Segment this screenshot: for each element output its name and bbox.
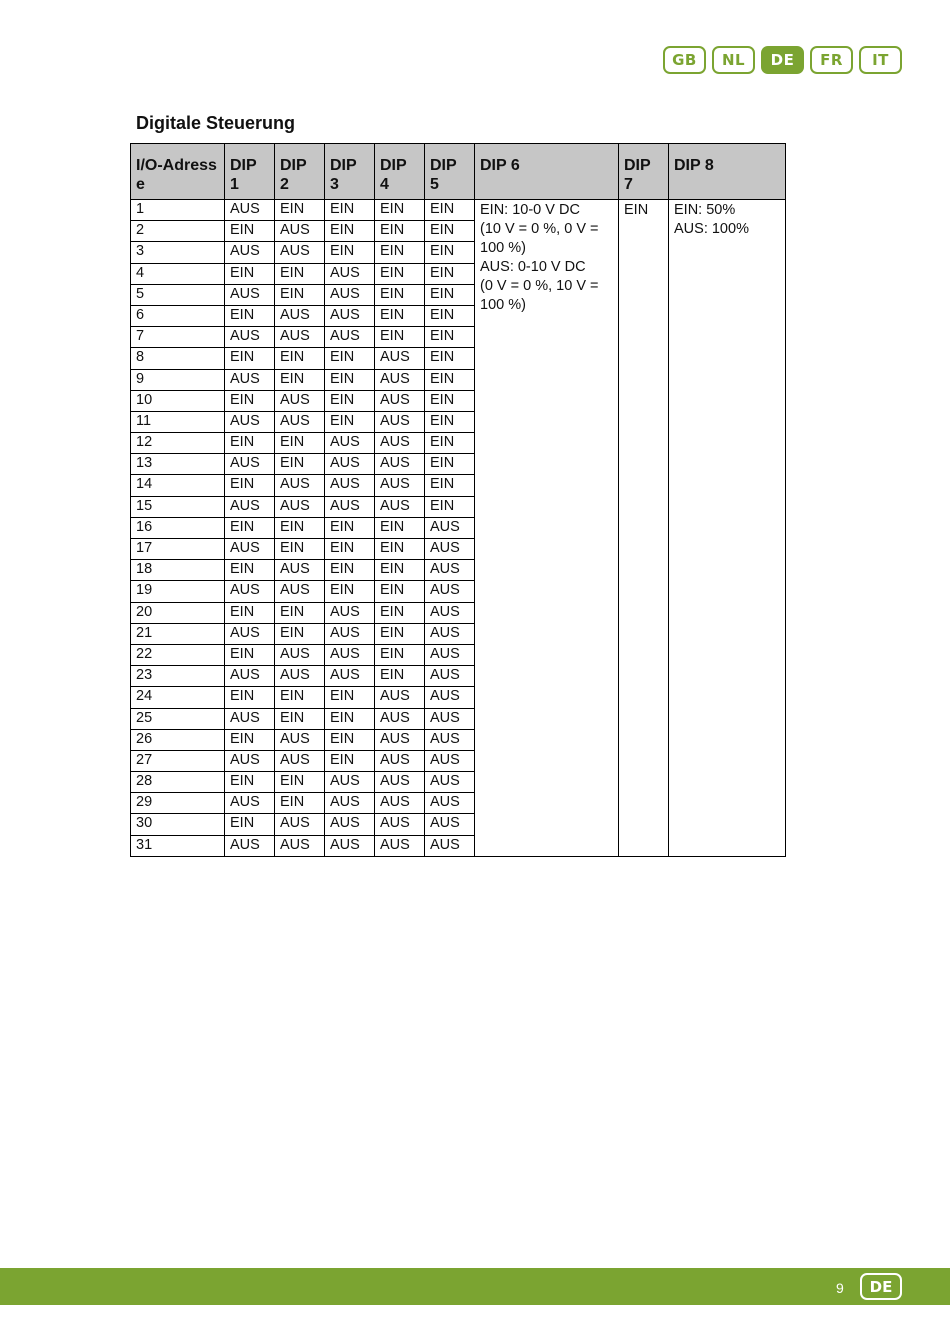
cell-io-address: 11 <box>131 411 225 432</box>
cell-dip5: EIN <box>425 454 475 475</box>
cell-dip4: AUS <box>375 729 425 750</box>
cell-io-address: 15 <box>131 496 225 517</box>
cell-io-address: 16 <box>131 517 225 538</box>
cell-dip2: AUS <box>275 221 325 242</box>
cell-dip3: AUS <box>325 602 375 623</box>
cell-dip1: AUS <box>225 496 275 517</box>
dip8-note-line: EIN: 50% <box>674 202 736 218</box>
cell-dip3: AUS <box>325 644 375 665</box>
dip6-note-line: 100 %) <box>480 240 526 256</box>
cell-dip2: EIN <box>275 602 325 623</box>
cell-dip3: AUS <box>325 793 375 814</box>
cell-dip1: AUS <box>225 623 275 644</box>
cell-dip4: AUS <box>375 835 425 856</box>
cell-dip3: EIN <box>325 221 375 242</box>
cell-dip4: EIN <box>375 200 425 221</box>
cell-dip1: EIN <box>225 263 275 284</box>
cell-io-address: 3 <box>131 242 225 263</box>
cell-dip3: EIN <box>325 581 375 602</box>
cell-dip1: EIN <box>225 602 275 623</box>
cell-dip4: EIN <box>375 263 425 284</box>
cell-dip4: AUS <box>375 348 425 369</box>
cell-dip5: AUS <box>425 708 475 729</box>
cell-io-address: 18 <box>131 560 225 581</box>
cell-dip4: EIN <box>375 581 425 602</box>
cell-dip4: AUS <box>375 433 425 454</box>
cell-dip4: EIN <box>375 327 425 348</box>
cell-dip5: AUS <box>425 687 475 708</box>
cell-dip1: AUS <box>225 793 275 814</box>
cell-dip4: AUS <box>375 793 425 814</box>
lang-tab-fr[interactable]: FR <box>810 46 853 74</box>
cell-dip2: EIN <box>275 793 325 814</box>
cell-dip1: AUS <box>225 369 275 390</box>
cell-dip1: AUS <box>225 666 275 687</box>
cell-dip5: EIN <box>425 284 475 305</box>
table-header-row <box>131 144 786 200</box>
cell-dip5: AUS <box>425 814 475 835</box>
cell-dip5: AUS <box>425 602 475 623</box>
cell-dip1: AUS <box>225 454 275 475</box>
cell-dip2: EIN <box>275 454 325 475</box>
cell-dip2: AUS <box>275 411 325 432</box>
cell-dip2: AUS <box>275 644 325 665</box>
cell-dip3: AUS <box>325 814 375 835</box>
cell-dip2: AUS <box>275 242 325 263</box>
cell-dip4: AUS <box>375 390 425 411</box>
cell-dip3: AUS <box>325 284 375 305</box>
cell-dip3: AUS <box>325 475 375 496</box>
lang-tab-gb[interactable]: GB <box>663 46 706 74</box>
cell-io-address: 7 <box>131 327 225 348</box>
cell-dip2: AUS <box>275 729 325 750</box>
cell-dip2: AUS <box>275 560 325 581</box>
language-selector <box>663 46 902 74</box>
header-dip7: DIP 7 <box>619 144 669 200</box>
cell-dip3: AUS <box>325 835 375 856</box>
header-dip1: DIP 1 <box>225 144 275 200</box>
cell-dip3: AUS <box>325 772 375 793</box>
table-row <box>131 200 786 221</box>
table-body <box>131 200 786 857</box>
cell-dip3: EIN <box>325 517 375 538</box>
cell-dip4: EIN <box>375 305 425 326</box>
header-dip8: DIP 8 <box>669 144 786 200</box>
cell-dip4: EIN <box>375 560 425 581</box>
cell-dip2: EIN <box>275 687 325 708</box>
dip6-note-line: EIN: 10-0 V DC <box>480 202 580 218</box>
cell-dip2: EIN <box>275 200 325 221</box>
dip6-note-line: (0 V = 0 %, 10 V = <box>480 278 599 294</box>
cell-dip4: AUS <box>375 411 425 432</box>
dip-switch-table <box>130 143 786 857</box>
cell-dip1: AUS <box>225 539 275 560</box>
cell-io-address: 1 <box>131 200 225 221</box>
cell-dip2: AUS <box>275 390 325 411</box>
cell-dip2: EIN <box>275 623 325 644</box>
cell-dip3: AUS <box>325 666 375 687</box>
cell-dip5: AUS <box>425 793 475 814</box>
cell-dip5: AUS <box>425 835 475 856</box>
cell-dip4: AUS <box>375 369 425 390</box>
cell-dip2: EIN <box>275 772 325 793</box>
cell-dip2: AUS <box>275 750 325 771</box>
cell-dip3: AUS <box>325 433 375 454</box>
cell-dip1: EIN <box>225 772 275 793</box>
cell-dip3: AUS <box>325 454 375 475</box>
cell-dip1: EIN <box>225 814 275 835</box>
cell-dip3: AUS <box>325 623 375 644</box>
dip6-note-line: AUS: 0-10 V DC <box>480 259 586 275</box>
cell-io-address: 4 <box>131 263 225 284</box>
cell-dip5: EIN <box>425 242 475 263</box>
cell-dip1: EIN <box>225 560 275 581</box>
cell-io-address: 13 <box>131 454 225 475</box>
footer-bar <box>0 1268 950 1305</box>
header-dip3: DIP 3 <box>325 144 375 200</box>
cell-dip4: AUS <box>375 496 425 517</box>
cell-dip3: EIN <box>325 708 375 729</box>
dip8-note-line: AUS: 100% <box>674 221 749 237</box>
header-dip2: DIP 2 <box>275 144 325 200</box>
cell-dip3: EIN <box>325 369 375 390</box>
cell-io-address: 30 <box>131 814 225 835</box>
cell-dip4: EIN <box>375 242 425 263</box>
cell-dip3: EIN <box>325 539 375 560</box>
cell-dip1: AUS <box>225 835 275 856</box>
cell-dip3: EIN <box>325 411 375 432</box>
cell-dip4: EIN <box>375 623 425 644</box>
cell-dip1: EIN <box>225 729 275 750</box>
cell-io-address: 6 <box>131 305 225 326</box>
cell-dip4: AUS <box>375 454 425 475</box>
cell-io-address: 12 <box>131 433 225 454</box>
header-dip4: DIP 4 <box>375 144 425 200</box>
cell-dip2: AUS <box>275 475 325 496</box>
cell-io-address: 9 <box>131 369 225 390</box>
cell-dip2: EIN <box>275 263 325 284</box>
cell-io-address: 28 <box>131 772 225 793</box>
cell-dip3: EIN <box>325 348 375 369</box>
cell-dip5: EIN <box>425 200 475 221</box>
lang-tab-de[interactable]: DE <box>761 46 804 74</box>
cell-io-address: 2 <box>131 221 225 242</box>
cell-dip7-note: EIN <box>619 200 669 857</box>
cell-io-address: 14 <box>131 475 225 496</box>
cell-dip8-note <box>669 200 786 857</box>
section-heading: Digitale Steuerung <box>136 113 296 133</box>
cell-dip6-note <box>475 200 619 857</box>
cell-dip5: EIN <box>425 327 475 348</box>
cell-io-address: 8 <box>131 348 225 369</box>
cell-dip2: AUS <box>275 496 325 517</box>
lang-tab-nl[interactable]: NL <box>712 46 755 74</box>
cell-io-address: 21 <box>131 623 225 644</box>
cell-dip3: AUS <box>325 263 375 284</box>
header-dip5: DIP 5 <box>425 144 475 200</box>
cell-dip2: AUS <box>275 581 325 602</box>
cell-dip1: AUS <box>225 200 275 221</box>
cell-dip1: AUS <box>225 411 275 432</box>
cell-dip1: EIN <box>225 221 275 242</box>
cell-dip5: AUS <box>425 666 475 687</box>
cell-dip5: AUS <box>425 729 475 750</box>
footer-language-badge: DE <box>860 1273 902 1300</box>
cell-dip5: EIN <box>425 411 475 432</box>
cell-dip2: EIN <box>275 369 325 390</box>
cell-dip3: AUS <box>325 327 375 348</box>
cell-dip2: EIN <box>275 517 325 538</box>
cell-dip5: AUS <box>425 644 475 665</box>
cell-dip1: EIN <box>225 348 275 369</box>
cell-dip1: AUS <box>225 284 275 305</box>
dip6-note-line: 100 %) <box>480 297 526 313</box>
cell-dip5: AUS <box>425 539 475 560</box>
cell-io-address: 5 <box>131 284 225 305</box>
cell-dip4: AUS <box>375 814 425 835</box>
cell-dip1: EIN <box>225 475 275 496</box>
cell-dip1: AUS <box>225 327 275 348</box>
cell-dip2: AUS <box>275 327 325 348</box>
cell-dip1: EIN <box>225 390 275 411</box>
cell-dip5: AUS <box>425 517 475 538</box>
cell-io-address: 23 <box>131 666 225 687</box>
cell-dip2: AUS <box>275 814 325 835</box>
cell-dip4: EIN <box>375 284 425 305</box>
cell-dip2: AUS <box>275 305 325 326</box>
cell-io-address: 29 <box>131 793 225 814</box>
cell-dip2: EIN <box>275 284 325 305</box>
cell-dip5: AUS <box>425 772 475 793</box>
cell-dip4: EIN <box>375 666 425 687</box>
cell-dip1: AUS <box>225 750 275 771</box>
cell-io-address: 24 <box>131 687 225 708</box>
cell-dip1: EIN <box>225 517 275 538</box>
cell-io-address: 19 <box>131 581 225 602</box>
dip6-note-line: (10 V = 0 %, 0 V = <box>480 221 599 237</box>
cell-dip1: AUS <box>225 581 275 602</box>
cell-dip3: EIN <box>325 729 375 750</box>
cell-io-address: 20 <box>131 602 225 623</box>
cell-dip5: AUS <box>425 560 475 581</box>
cell-io-address: 10 <box>131 390 225 411</box>
cell-dip3: AUS <box>325 305 375 326</box>
cell-io-address: 25 <box>131 708 225 729</box>
cell-dip4: AUS <box>375 750 425 771</box>
cell-dip4: AUS <box>375 687 425 708</box>
cell-dip3: EIN <box>325 750 375 771</box>
cell-dip3: AUS <box>325 496 375 517</box>
cell-io-address: 17 <box>131 539 225 560</box>
cell-dip5: EIN <box>425 348 475 369</box>
header-dip6: DIP 6 <box>475 144 619 200</box>
cell-dip3: EIN <box>325 200 375 221</box>
lang-tab-it[interactable]: IT <box>859 46 902 74</box>
cell-io-address: 26 <box>131 729 225 750</box>
cell-dip4: EIN <box>375 602 425 623</box>
cell-dip5: AUS <box>425 581 475 602</box>
cell-dip1: EIN <box>225 305 275 326</box>
cell-dip2: EIN <box>275 433 325 454</box>
cell-dip3: EIN <box>325 687 375 708</box>
page-number: 9 <box>836 1280 844 1296</box>
cell-dip3: EIN <box>325 560 375 581</box>
cell-dip4: EIN <box>375 644 425 665</box>
cell-dip5: AUS <box>425 623 475 644</box>
cell-dip2: EIN <box>275 708 325 729</box>
cell-dip5: EIN <box>425 496 475 517</box>
cell-io-address: 27 <box>131 750 225 771</box>
cell-dip4: EIN <box>375 539 425 560</box>
cell-dip4: AUS <box>375 475 425 496</box>
cell-dip4: AUS <box>375 772 425 793</box>
cell-dip2: EIN <box>275 539 325 560</box>
cell-dip1: AUS <box>225 242 275 263</box>
cell-dip2: EIN <box>275 348 325 369</box>
cell-dip5: EIN <box>425 475 475 496</box>
cell-dip5: EIN <box>425 433 475 454</box>
cell-dip4: EIN <box>375 517 425 538</box>
cell-dip1: EIN <box>225 433 275 454</box>
cell-dip5: EIN <box>425 369 475 390</box>
cell-dip2: AUS <box>275 835 325 856</box>
cell-dip3: EIN <box>325 390 375 411</box>
cell-io-address: 31 <box>131 835 225 856</box>
cell-dip5: AUS <box>425 750 475 771</box>
cell-dip5: EIN <box>425 390 475 411</box>
cell-dip2: AUS <box>275 666 325 687</box>
cell-dip5: EIN <box>425 263 475 284</box>
cell-dip5: EIN <box>425 221 475 242</box>
cell-dip1: EIN <box>225 687 275 708</box>
cell-dip1: EIN <box>225 644 275 665</box>
cell-dip4: EIN <box>375 221 425 242</box>
cell-dip1: AUS <box>225 708 275 729</box>
cell-dip4: AUS <box>375 708 425 729</box>
cell-dip3: EIN <box>325 242 375 263</box>
cell-dip5: EIN <box>425 305 475 326</box>
header-io-address: I/O-Adresse <box>131 144 225 200</box>
cell-io-address: 22 <box>131 644 225 665</box>
